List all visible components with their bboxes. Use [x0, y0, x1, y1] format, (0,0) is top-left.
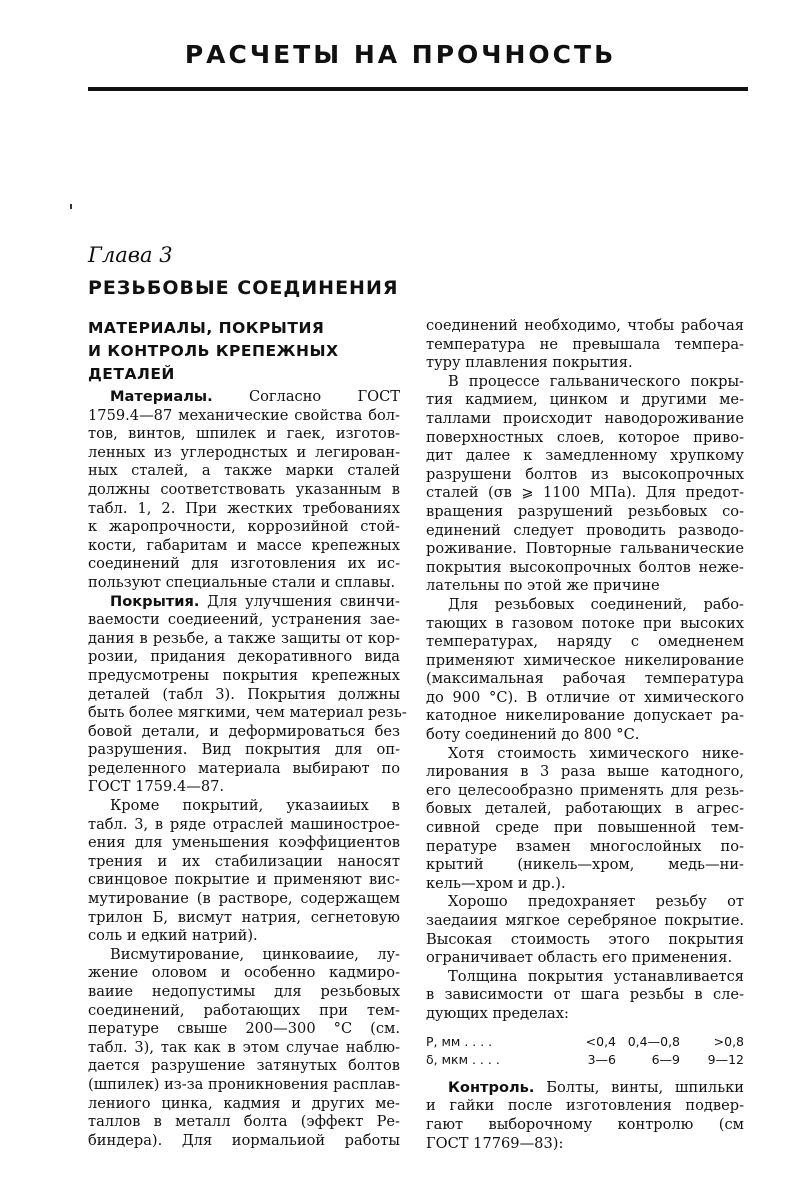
text-line: пользуют специальные стали и сплавы. — [88, 573, 396, 591]
text-line: разрушени болтов из высокопрочных — [426, 465, 744, 483]
section-heading-line: И КОНТРОЛЬ КРЕПЕЖНЫХ — [88, 342, 339, 360]
text-line: биндера). Для иормальиой работы — [88, 1131, 400, 1149]
paragraph-control — [426, 1079, 744, 1153]
table-cell: 3—6 — [587, 1052, 616, 1068]
text-line: Хорошо предохраняет резьбу от — [448, 893, 744, 911]
section-heading — [88, 317, 400, 386]
paragraph-continuation — [426, 317, 744, 373]
text-line: гают выборочному контролю (см — [426, 1115, 744, 1133]
paragraph-coatings — [88, 592, 407, 798]
text-line: Кроме покрытий, указаииых в — [110, 797, 400, 815]
text-line: предусмотрены покрытия крепежных — [88, 666, 400, 684]
table-row-label: δ, мкм . . . . — [426, 1052, 500, 1068]
table-cell: 6—9 — [651, 1052, 680, 1068]
text-line: покрытия высокопрочных болтов неже- — [426, 558, 744, 576]
text-line: ГОСТ 17769—83): — [426, 1134, 564, 1152]
table-row — [426, 1051, 744, 1070]
text-line: температура не превышала темпера- — [426, 335, 744, 353]
spacer — [426, 1024, 744, 1033]
text-line: Хотя стоимость химического нике- — [448, 744, 744, 762]
text-line: пературе взамен многослойных по- — [426, 837, 744, 855]
text-line: таллов в металл болта (эффект Ре- — [88, 1113, 400, 1131]
text-run: Болты, винты, шпильки — [546, 1078, 744, 1096]
text-line: тия кадмием, цинком и другими ме- — [426, 391, 744, 409]
text-line: соединений необходимо, чтобы рабочая — [426, 317, 744, 334]
paragraph-nickel — [426, 596, 744, 745]
text-line: (максимальная рабочая температура — [426, 670, 744, 688]
text-line: разрушения. Вид покрытия для оп- — [88, 741, 400, 759]
text-line: боту соединений до 800 °С. — [426, 726, 640, 744]
text-line: лательны по этой же причине — [426, 577, 660, 595]
text-line: лениого цинка, кадмия и других ме- — [88, 1094, 400, 1112]
text-line: мутирование (в растворе, содержащем — [88, 890, 400, 908]
table-row — [426, 1033, 744, 1052]
text-line: бовых деталей, работающих в агрес- — [426, 800, 744, 818]
section-heading-line: МАТЕРИАЛЫ, ПОКРЫТИЯ — [88, 319, 325, 337]
chapter-title: РЕЗЬБОВЫЕ СОЕДИНЕНИЯ — [88, 277, 399, 299]
pitch-thickness-table — [426, 1033, 744, 1070]
section-heading-line: ДЕТАЛЕЙ — [88, 365, 175, 383]
spacer — [426, 1070, 744, 1079]
text-line: трения и их стабилизации наносят — [88, 852, 400, 870]
text-line: соединений, работающих при тем- — [88, 1001, 400, 1019]
text-line: розии, придания декоративного вида — [88, 648, 400, 666]
text-line: табл. 3, в ряде отраслей машинострое- — [88, 815, 400, 833]
text-line: дит далее к замедленному хрупкому — [426, 447, 744, 465]
text-line: тающих в газовом потоке при высоких — [426, 614, 744, 632]
text-line: ограничивает область его применения. — [426, 949, 733, 967]
text-line: ения для уменьшения коэффициентов — [88, 834, 400, 852]
print-mark — [70, 204, 72, 209]
run-in-heading: Контроль. — [448, 1078, 535, 1096]
text-line: применяют химическое никелирование — [426, 651, 744, 669]
text-line: соль и едкий натрий). — [88, 927, 258, 945]
text-line: крытий (никель—хром, медь—ни- — [426, 856, 744, 874]
left-column — [88, 317, 407, 1150]
text-line — [88, 593, 400, 612]
text-line: лирования в 3 раза выше катодного, — [426, 763, 744, 781]
paragraph-hydrogen — [426, 373, 744, 596]
paragraph-prohibited — [88, 946, 400, 1151]
text-line: вращения разрушений резьбовых со- — [426, 502, 744, 520]
text-line: соединений для изготовления их ис- — [88, 555, 400, 573]
text-line: 1759.4—87 механические свойства бол- — [88, 406, 400, 424]
text-line: поверхностных слоев, которое приво- — [426, 428, 744, 446]
right-column — [426, 317, 744, 1153]
text-line: Для резьбовых соединений, рабо- — [448, 595, 744, 613]
text-line: дания в резьбе, а также защиты от кор- — [88, 629, 400, 647]
running-header: РАСЧЕТЫ НА ПРОЧНОСТЬ — [184, 40, 617, 69]
run-in-heading: Материалы. — [110, 388, 213, 405]
table-cell: 0,4—0,8 — [627, 1033, 680, 1049]
text-line — [426, 1079, 744, 1098]
text-run: Для улучшения свинчи- — [207, 592, 400, 610]
table-cell: <0,4 — [585, 1033, 616, 1049]
text-line: (шпилек) из-за проникновения расплав- — [88, 1075, 401, 1093]
text-line: ГОСТ 1759.4—87. — [88, 778, 225, 796]
paragraph-bismuth — [88, 797, 400, 946]
text-line: пературе свыше 200—300 °С (см. — [88, 1020, 400, 1038]
text-line: до 900 °С). В отличие от химического — [426, 688, 744, 706]
text-line: катодное никелирование допускает ра- — [426, 707, 744, 725]
table-cell: >0,8 — [713, 1033, 744, 1049]
text-line: дующих пределах: — [426, 1004, 569, 1022]
text-line — [88, 388, 400, 407]
text-line: в зависимости от шага резьбы в сле- — [426, 986, 744, 1004]
text-line: сталей (σв ⩾ 1100 МПа). Для предот- — [426, 484, 744, 502]
text-line: кости, габаритам и массе крепежных — [88, 536, 400, 554]
text-line: деталей (табл 3). Покрытия должны — [88, 685, 400, 703]
paragraph-thickness — [426, 968, 744, 1024]
paragraph-silver — [426, 893, 744, 967]
text-line: бовой детали, и деформироваться без — [88, 722, 400, 740]
text-run: Согласно ГОСТ — [248, 388, 400, 405]
text-line: жение оловом и особенно кадмиро- — [88, 964, 400, 982]
text-line: трилон Б, висмут натрия, сегнетовую — [88, 908, 400, 926]
paragraph-cost — [426, 745, 744, 894]
text-line: роживание. Повторные гальванические — [426, 540, 744, 558]
header-rule — [88, 87, 748, 91]
text-line: быть более мягкими, чем материал резь- — [88, 704, 407, 722]
text-line: Высокая стоимость этого покрытия — [426, 930, 744, 948]
text-line: табл. 3), так как в этом случае наблю- — [88, 1038, 400, 1056]
text-line: Толщина покрытия устанавливается — [448, 967, 744, 985]
text-line: свинцовое покрытие и применяют вис- — [88, 871, 400, 889]
text-line: ных сталей, а также марки сталей — [88, 462, 400, 480]
chapter-label: Глава 3 — [88, 243, 173, 267]
text-line: тов, винтов, шпилек и гаек, изготов- — [88, 425, 400, 443]
text-line: кель—хром и др.). — [426, 874, 566, 892]
text-line: туру плавления покрытия. — [426, 354, 633, 372]
text-line: единений следует проводить разводо- — [426, 521, 744, 539]
run-in-heading: Покрытия. — [110, 592, 200, 610]
text-line: и гайки после изготовления подвер- — [426, 1097, 744, 1115]
text-line: ваемости соедиеений, устранения зае- — [88, 611, 400, 629]
text-line: ваиие недопустимы для резьбовых — [88, 983, 400, 1000]
paragraph-materials — [88, 388, 400, 593]
text-line: должны соответствовать указанным в — [88, 480, 400, 498]
text-line: дается разрушение затянутых болтов — [88, 1057, 400, 1075]
text-line: сивной среде при повышенной тем- — [426, 819, 744, 837]
text-line: ленных из углероднстых и легирован- — [88, 443, 400, 461]
table-row-label: Р, мм . . . . — [426, 1033, 493, 1049]
text-line: Висмутирование, цинковаиие, лу- — [110, 945, 400, 963]
table-cell: 9—12 — [707, 1052, 744, 1068]
text-line: табл. 1, 2. При жестких требованиях — [88, 499, 400, 517]
text-line: к жаропрочности, коррозийной стой- — [88, 518, 400, 536]
text-line: ределенного материала выбирают по — [88, 759, 400, 777]
text-line: температурах, наряду с омедненем — [426, 633, 744, 651]
text-line: таллами происходит наводороживание — [426, 409, 744, 427]
text-line: В процессе гальванического покры- — [448, 372, 744, 390]
text-line: заедаиия мягкое серебряное покрытие. — [426, 912, 744, 929]
text-line: его целесообразно применять для резь- — [426, 781, 744, 799]
